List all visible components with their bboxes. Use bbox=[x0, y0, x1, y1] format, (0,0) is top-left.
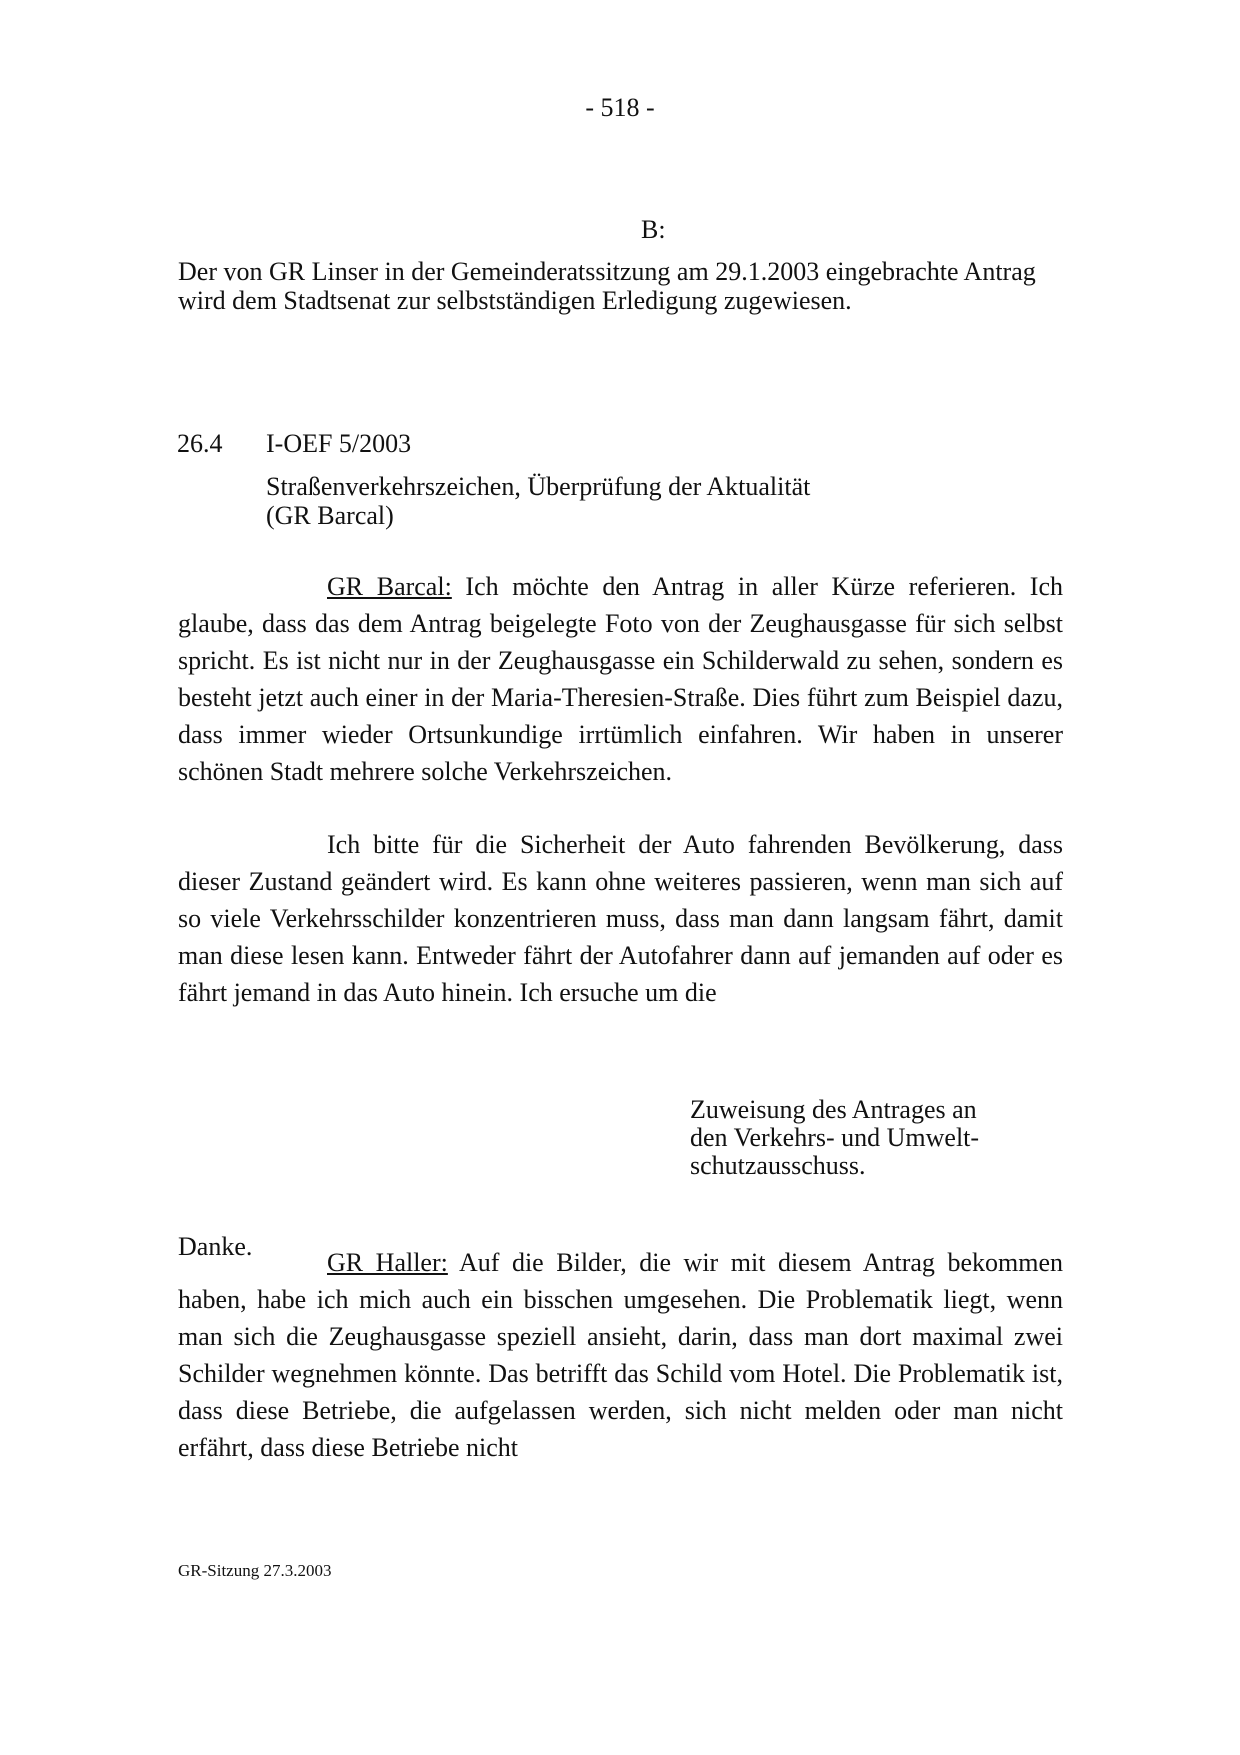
agenda-item-title-line2: (GR Barcal) bbox=[266, 501, 394, 530]
speech-haller-text: Auf die Bilder, die wir mit diesem Antrag bekommen haben, habe ich mich auch ein bisschen umgesehen. Die Problematik liegt, wenn man sich die Zeughausgasse speziell ansieht, darin, dass man dort maximal zwei Schilder wegnehmen könnte. Das betrifft das Schild vom Hotel. Die Problematik ist, dass diese Betriebe, die aufgelassen werden, sich nicht melden oder man nicht erfährt, dass diese Betriebe nicht bbox=[178, 1248, 1063, 1462]
motion-block bbox=[690, 1096, 1070, 1180]
page-number: - 518 - bbox=[585, 93, 655, 122]
agenda-item-title bbox=[266, 472, 1066, 530]
speech-barcal-paragraph2 bbox=[178, 826, 1063, 1011]
decision-text: Der von GR Linser in der Gemeinderatssitzung am 29.1.2003 eingebrachte Antrag wird dem Stadtsenat zur selbstständigen Erledigung zugewiesen. bbox=[178, 257, 1036, 315]
speech-haller-paragraph bbox=[178, 1244, 1063, 1466]
speech-barcal-paragraph1 bbox=[178, 568, 1063, 790]
speech-barcal-text1: Ich möchte den Antrag in aller Kürze referieren. Ich glaube, dass das dem Antrag beigelegte Foto von der Zeughausgasse für sich selbst spricht. Es ist nicht nur in der Zeughausgasse ein Schilderwald zu sehen, sondern es besteht jetzt auch einer in der Maria-Theresien-Straße. Dies führt zum Beispiel dazu, dass immer wieder Ortsunkundige irrtümlich einfahren. Wir haben in unserer schönen Stadt mehrere solche Verkehrszeichen. bbox=[178, 572, 1064, 786]
speech-barcal-text2: Ich bitte für die Sicherheit der Auto fahrenden Bevölkerung, dass dieser Zustand geändert wird. Es kann ohne weiteres passieren, wenn man sich auf so viele Verkehrsschilder konzentrieren muss, dass man dann langsam fährt, damit man diese lesen kann. Entweder fährt der Autofahrer dann auf jemanden auf oder es fährt jemand in das Auto hinein. Ich ersuche um die bbox=[178, 830, 1063, 1007]
motion-line3: schutzausschuss. bbox=[690, 1151, 866, 1180]
footer-session-date: GR-Sitzung 27.3.2003 bbox=[178, 1561, 332, 1580]
agenda-item-number: 26.4 bbox=[177, 429, 223, 458]
agenda-item-code: I-OEF 5/2003 bbox=[266, 429, 412, 458]
motion-line1: Zuweisung des Antrages an bbox=[690, 1095, 977, 1124]
section-label: B: bbox=[641, 215, 666, 244]
closing-thanks: Danke. bbox=[178, 1232, 253, 1261]
speaker-haller: GR Haller: bbox=[327, 1248, 448, 1277]
agenda-item-title-line1: Straßenverkehrszeichen, Überprüfung der Aktualität bbox=[266, 472, 811, 501]
speaker-barcal: GR Barcal: bbox=[327, 572, 452, 601]
motion-line2: den Verkehrs- und Umwelt- bbox=[690, 1123, 980, 1152]
